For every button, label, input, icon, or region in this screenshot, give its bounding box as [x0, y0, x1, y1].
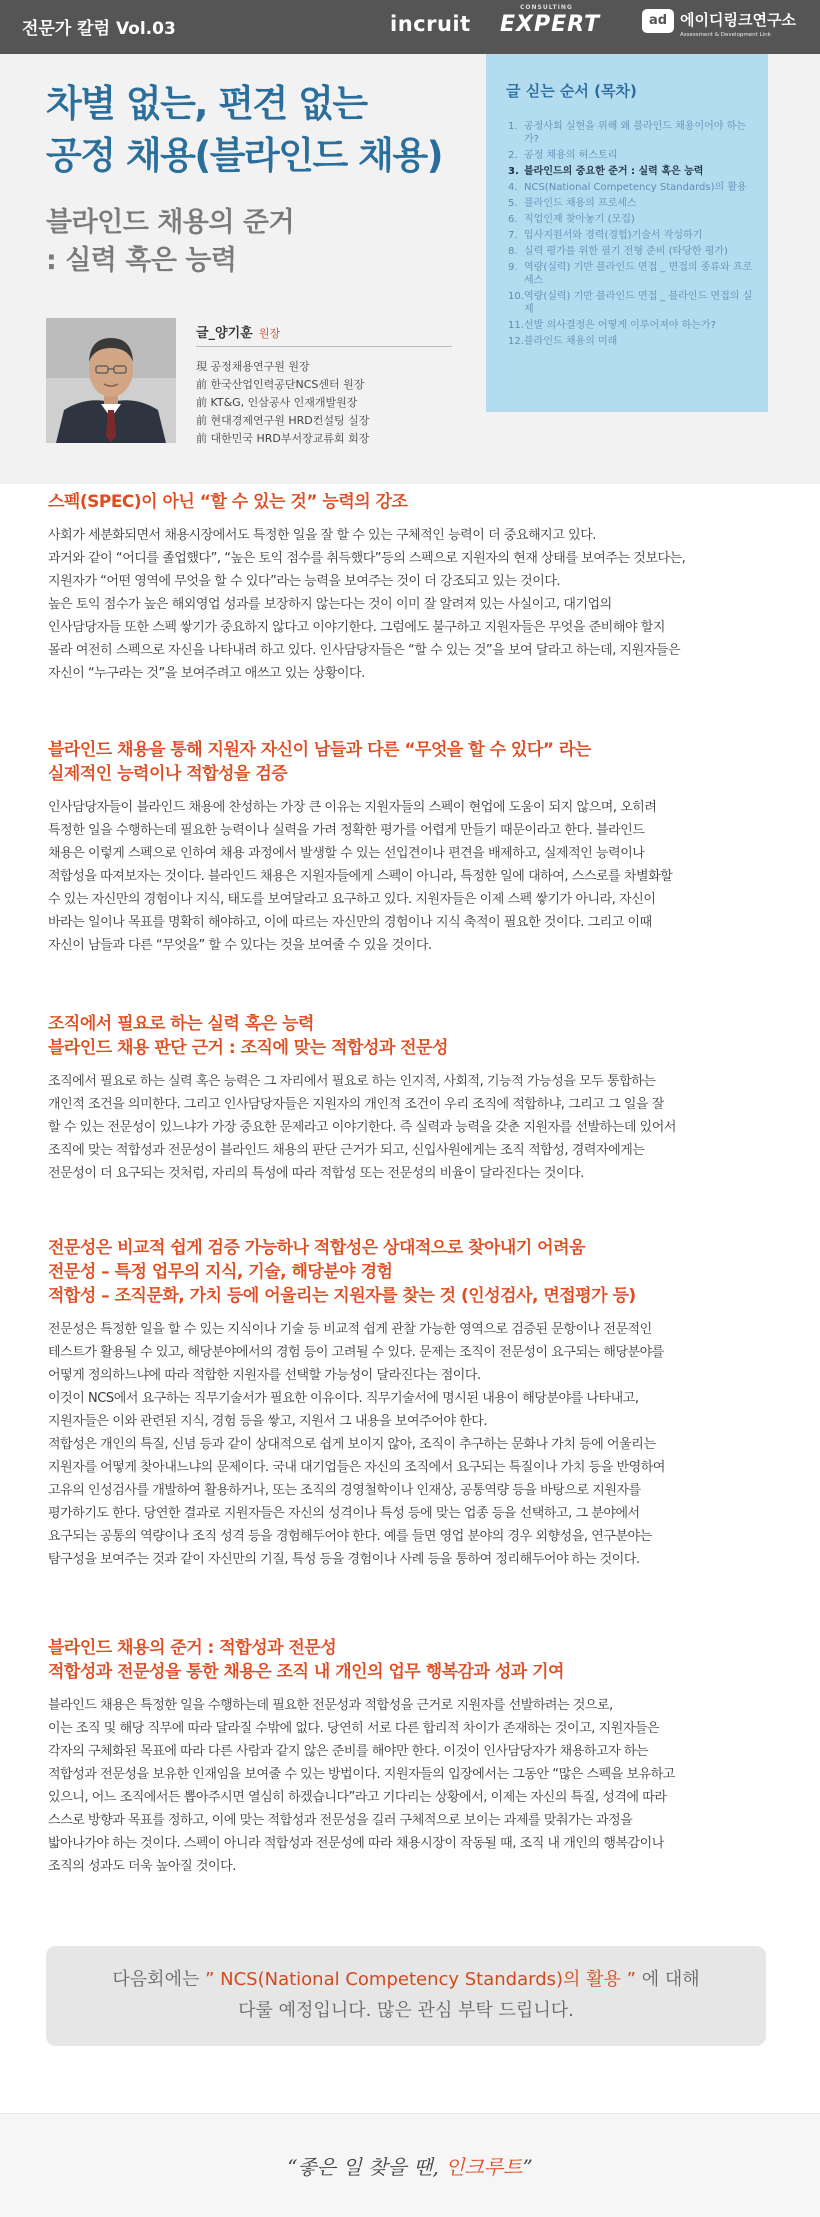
expert-tagline: CONSULTING	[520, 4, 573, 11]
section-heading-line: 블라인드 채용의 준거 : 적합성과 전문성	[48, 1638, 337, 1658]
toc-item[interactable]	[508, 165, 758, 178]
toc-item-label: 직업인재 찾아놓기 (모집)	[524, 214, 635, 225]
next-issue-line2: 다룰 예정입니다. 많은 관심 부탁 드립니다.	[238, 2000, 574, 2021]
toc-item-label: 실력 평가를 위한 필기 전형 준비 (타당한 평가)	[524, 246, 728, 257]
toc-item-number: 5.	[508, 198, 518, 209]
section-heading-line: 조직에서 필요로 하는 실력 혹은 능력	[48, 1014, 314, 1034]
toc-item[interactable]	[508, 245, 758, 258]
toc-item-number: 9.	[508, 262, 518, 273]
author-divider	[196, 346, 452, 347]
section-body-line: 적합성을 따져보자는 것이다. 블라인드 채용은 지원자들에게 스펙이 아니라, 특정한 일에 대하여, 스스로를 차별화할	[48, 869, 673, 884]
subtitle-line: 블라인드 채용의 준거	[46, 207, 295, 238]
slogan-prefix: “좋은 일 찾을 땐,	[287, 2155, 446, 2179]
section-body-line: 자신이 “누구라는 것”을 보여주려고 애쓰고 있는 상황이다.	[48, 666, 365, 681]
toc-item[interactable]	[508, 149, 758, 162]
section-heading-line: 실제적인 능력이나 적합성을 검증	[48, 764, 288, 784]
credential-item: 前 현대경제연구원 HRD컨설팅 실장	[196, 414, 370, 427]
section-body-line: 스스로 방향과 목표를 정하고, 이에 맞는 적합성과 전문성을 길러 구체적으로 보이는 과제를 맞춰가는 과정을	[48, 1813, 633, 1828]
section-body-line: 과거와 같이 “어디를 졸업했다”, “높은 토익 점수를 취득했다”등의 스펙으로 지원자의 현재 상태를 보여주는 것보다는,	[48, 551, 686, 566]
adlink-logo-icon: ad	[642, 9, 674, 33]
toc-item-number: 6.	[508, 214, 518, 225]
title-line: 공정 채용(블라인드 채용)	[46, 134, 443, 177]
section-body-line: 적합성과 전문성을 보유한 인재임을 보여줄 수 있는 방법이다. 지원자들의 입장에서는 그동안 “많은 스펙을 보유하고	[48, 1767, 675, 1782]
article-section-expertise-fit	[48, 1236, 770, 1571]
toc-item-number: 3.	[508, 166, 519, 177]
section-body-line: 몰라 여전히 스펙으로 자신을 나타내려 하고 있다. 인사담당자들은 “할 수 있는 것”을 보여 달라고 하는데, 지원자들은	[48, 643, 681, 658]
page-subtitle	[46, 204, 294, 280]
section-heading-line: 전문성 – 특정 업무의 지식, 기술, 해당분야 경험	[48, 1262, 393, 1282]
toc-item-number: 4.	[508, 182, 518, 193]
section-body-line: 채용은 이렇게 스펙으로 인하여 채용 과정에서 발생할 수 있는 선입견이나 편견을 배제하고, 실제적인 능력이나	[48, 846, 645, 861]
section-heading-line: 블라인드 채용을 통해 지원자 자신이 남들과 다른 “무엇을 할 수 있다” 라는	[48, 740, 591, 760]
section-heading	[48, 1012, 770, 1060]
next-issue-notice	[46, 1946, 766, 2046]
subtitle-line: : 실력 혹은 능력	[46, 245, 237, 276]
section-body-line: 바라는 일이나 목표를 명확히 해야하고, 이에 따르는 자신만의 경험이나 지식 축적이 필요한 것이다. 그리고 이때	[48, 915, 652, 930]
section-body-line: 수 있는 자신만의 경험이나 지식, 태도를 보여달라고 요구하고 있다. 지원자들은 이제 스펙 쌓기가 아니라, 자신이	[48, 892, 656, 907]
adlink-subtitle: Assessment & Development Link	[680, 32, 771, 38]
section-heading-line: 전문성은 비교적 쉽게 검증 가능하나 적합성은 상대적으로 찾아내기 어려움	[48, 1238, 585, 1258]
section-body-line: 적합성은 개인의 특질, 신념 등과 같이 상대적으로 쉽게 보이지 않아, 조직이 추구하는 문화나 가치 등에 어울리는	[48, 1437, 656, 1452]
section-body-line: 인사담당자들이 블라인드 채용에 찬성하는 가장 큰 이유는 지원자들의 스펙이 현업에 도움이 되지 않으며, 오히려	[48, 800, 657, 815]
section-body-line: 높은 토익 점수가 높은 해외영업 성과를 보장하지 않는다는 것이 이미 잘 알려져 있는 사실이고, 대기업의	[48, 597, 612, 612]
section-body-line: 조직의 성과도 더욱 높아질 것이다.	[48, 1859, 236, 1874]
toc-item-label: 블라인드 채용의 미래	[524, 336, 618, 347]
title-line: 차별 없는, 편견 없는	[46, 82, 367, 125]
credential-item: 前 대한민국 HRD부서장교류회 회장	[196, 432, 370, 445]
toc-item-number: 8.	[508, 246, 518, 257]
next-issue-topic: ” NCS(National Competency Standards)의 활용 ”	[205, 1969, 636, 1990]
adlink-name: 에이디링크연구소	[680, 11, 796, 29]
toc-item[interactable]	[508, 229, 758, 242]
section-body-line: 이는 조직 및 해당 직무에 따라 달라질 수밖에 없다. 당연히 서로 다른 합리적 차이가 존재하는 것이고, 지원자들은	[48, 1721, 660, 1736]
section-body-line: 밟아나가야 하는 것이다. 스펙이 아니라 적합성과 전문성에 따라 채용시장이 작동될 때, 조직 내 개인의 행복감이나	[48, 1836, 664, 1851]
article-section-blind-ability	[48, 738, 770, 957]
section-body-line: 탐구성을 보여주는 것과 같이 자신만의 기질, 특성 등을 경험이나 사례 등을 통하여 정리해두어야 하는 것이다.	[48, 1552, 640, 1567]
section-body-line: 전문성은 특정한 일을 할 수 있는 지식이나 기술 등 비교적 쉽게 관찰 가능한 영역으로 검증된 문항이나 전문적인	[48, 1322, 652, 1337]
section-body-line: 이것이 NCS에서 요구하는 직무기술서가 필요한 이유이다. 직무기술서에 명시된 내용이 해당분야를 나타내고,	[48, 1391, 639, 1406]
expert-logo-text: EXPERT	[500, 12, 601, 37]
toc-item[interactable]	[508, 181, 758, 194]
section-body-line: 고유의 인성검사를 개발하여 활용하거나, 또는 조직의 경영철학이나 인재상, 공통역량 등을 바탕으로 지원자를	[48, 1483, 641, 1498]
author-name: 글_양기훈	[196, 326, 253, 341]
toc-item-number: 10.	[508, 291, 524, 302]
credential-item: 前 KT&G, 인삼공사 인재개발원장	[196, 396, 358, 409]
section-body-line: 요구되는 공통의 역량이나 조직 성격 등을 경험해두어야 한다. 예를 들면 영업 분야의 경우 외향성을, 연구분야는	[48, 1529, 652, 1544]
article-section-org-ability	[48, 1012, 770, 1185]
section-body-line: 조직에서 필요로 하는 실력 혹은 능력은 그 자리에서 필요로 하는 인지적, 사회적, 기능적 가능성을 모두 통합하는	[48, 1074, 656, 1089]
toc-item-label: 공정사회 실현을 위해 왜 블라인드 채용이어야 하는가?	[524, 121, 746, 145]
section-body-line: 있으니, 어느 조직에서든 뽑아주시면 열심히 하겠습니다”라고 기다리는 상황에서, 이제는 자신의 특질, 성격에 따라	[48, 1790, 667, 1805]
article-section-spec	[48, 490, 770, 685]
author-byline	[196, 322, 280, 341]
section-heading	[48, 1236, 770, 1308]
toc-item-label: 공정 채용의 허스토리	[524, 150, 618, 161]
next-issue-suffix: 에 대해	[635, 1969, 700, 1990]
article-section-criteria	[48, 1636, 770, 1878]
toc-item-number: 2.	[508, 150, 518, 161]
section-body-line: 인사담당자들 또한 스펙 쌓기가 중요하지 않다고 이야기한다. 그럼에도 불구하고 지원자들은 무엇을 준비해야 할지	[48, 620, 665, 635]
toc-item-number: 7.	[508, 230, 518, 241]
incruit-logo[interactable]: incruit	[390, 12, 471, 36]
section-body-line: 특정한 일을 수행하는데 필요한 능력이나 실력을 가려 정확한 평가를 어렵게 만들기 때문이라고 한다. 블라인드	[48, 823, 645, 838]
author-role: 원장	[258, 327, 281, 340]
section-body-line: 전문성이 더 요구되는 것처럼, 자리의 특성에 따라 적합성 또는 전문성의 비율이 달라진다는 것이다.	[48, 1166, 584, 1181]
section-body-line: 지원자를 어떻게 찾아내느냐의 문제이다. 국내 대기업들은 자신의 조직에서 요구되는 특질이나 가치 등을 반영하여	[48, 1460, 665, 1475]
top-bar	[0, 0, 820, 54]
section-heading	[48, 738, 770, 786]
toc-item-number: 11.	[508, 320, 524, 331]
toc-item-label: 역량(실력) 기반 블라인드 면접 _ 면접의 종류와 프로세스	[524, 262, 753, 286]
section-heading	[48, 1636, 770, 1684]
table-of-contents	[486, 54, 768, 412]
toc-item[interactable]	[508, 335, 758, 348]
toc-item-label: 블라인드의 중요한 준거 : 실력 혹은 능력	[524, 166, 704, 177]
section-body	[48, 1694, 770, 1878]
toc-item-label: 선발 의사결정은 어떻게 이루어져야 하는가?	[524, 320, 716, 331]
section-heading-line: 블라인드 채용 판단 근거 : 조직에 맞는 적합성과 전문성	[48, 1038, 448, 1058]
series-label: 전문가 칼럼 Vol.03	[22, 19, 176, 39]
toc-item[interactable]	[508, 290, 758, 316]
credential-item: 現 공정채용연구원 원장	[196, 360, 310, 373]
section-body-line: 지원자들은 이와 관련된 지식, 경험 등을 쌓고, 지원서 그 내용을 보여주어야 한다.	[48, 1414, 488, 1429]
toc-item-label: 입사지원서와 경력(경험)기술서 작성하기	[524, 230, 703, 241]
toc-item[interactable]	[508, 261, 758, 287]
slogan-brand[interactable]: 인크루트	[445, 2155, 523, 2179]
toc-item-number: 1.	[508, 121, 518, 132]
section-body-line: 조직에 맞는 적합성과 전문성이 블라인드 채용의 판단 근거가 되고, 신입사원에게는 조직 적합성, 경력자에게는	[48, 1143, 645, 1158]
credential-item: 前 한국산업인력공단NCS센터 원장	[196, 378, 365, 391]
section-body-line: 사회가 세분화되면서 채용시장에서도 특정한 일을 잘 할 수 있는 구체적인 능력이 더 중요해지고 있다.	[48, 528, 596, 543]
page-title	[46, 78, 486, 182]
author-portrait-icon	[46, 318, 176, 443]
section-body-line: 블라인드 채용은 특정한 일을 수행하는데 필요한 전문성과 적합성을 근거로 지원자를 선발하려는 것으로,	[48, 1698, 613, 1713]
next-issue-line1	[46, 1965, 766, 1991]
toc-item[interactable]	[508, 319, 758, 332]
toc-item-label: 블라인드 채용의 프로세스	[524, 198, 637, 209]
section-body-line: 자신이 남들과 다른 “무엇을” 할 수 있다는 것을 보여줄 수 있을 것이다.	[48, 938, 432, 953]
toc-item-label: 역량(실력) 기반 블라인드 면접 _ 블라인드 면접의 실제	[524, 291, 753, 315]
toc-item[interactable]	[508, 213, 758, 226]
section-body	[48, 524, 770, 685]
section-body	[48, 796, 770, 957]
toc-item[interactable]	[508, 120, 758, 146]
section-body	[48, 1070, 770, 1185]
section-body-line: 각자의 구체화된 목표에 따라 다른 사람과 같지 않은 준비를 해야만 한다. 이것이 인사담당자가 채용하고자 하는	[48, 1744, 649, 1759]
section-body	[48, 1318, 770, 1571]
toc-list	[508, 120, 758, 351]
section-body-line: 지원자가 “어떤 영역에 무엇을 할 수 있다”라는 능력을 보여주는 것이 더 강조되고 있는 것이다.	[48, 574, 561, 589]
toc-item-label: NCS(National Competency Standards)의 활용	[524, 182, 747, 193]
section-heading-line: 적합성 – 조직문화, 가치 등에 어울리는 지원자를 찾는 것 (인성검사, 면접평가 등)	[48, 1286, 636, 1306]
section-heading	[48, 490, 770, 514]
next-issue-prefix: 다음회에는	[112, 1969, 206, 1990]
section-body-line: 평가하기도 한다. 당연한 결과로 지원자들은 자신의 성격이나 특성 등에 맞는 업종 등을 선택하고, 그 분야에서	[48, 1506, 640, 1521]
section-body-line: 개인적 조건을 의미한다. 그리고 인사담당자들은 지원자의 개인적 조건이 우리 조직에 적합하냐, 그리고 그 일을 잘	[48, 1097, 664, 1112]
section-heading-line: 적합성과 전문성을 통한 채용은 조직 내 개인의 업무 행복감과 성과 기여	[48, 1662, 564, 1682]
expert-logo	[500, 4, 601, 37]
toc-title: 글 싣는 순서 (목차)	[506, 82, 637, 100]
section-body-line: 할 수 있는 전문성이 있느냐가 가장 중요한 문제라고 이야기한다. 즉 실력과 능력을 갖춘 지원자를 선발하는데 있어서	[48, 1120, 676, 1135]
footer-slogan	[0, 2151, 820, 2180]
section-body-line: 테스트가 활용될 수 있고, 해당분야에서의 경험 등이 고려될 수 있다. 문제는 조직이 전문성이 요구되는 해당분야를	[48, 1345, 664, 1360]
slogan-suffix: ”	[522, 2155, 533, 2179]
section-body-line: 어떻게 정의하느냐에 따라 적합한 지원자를 선택할 가능성이 달라진다는 점이다.	[48, 1368, 481, 1383]
author-photo	[46, 318, 176, 443]
section-heading-line: 스펙(SPEC)이 아닌 “할 수 있는 것” 능력의 강조	[48, 492, 408, 512]
toc-item-number: 12.	[508, 336, 524, 347]
toc-item[interactable]	[508, 197, 758, 210]
author-credentials	[196, 358, 369, 448]
footer	[0, 2113, 820, 2217]
